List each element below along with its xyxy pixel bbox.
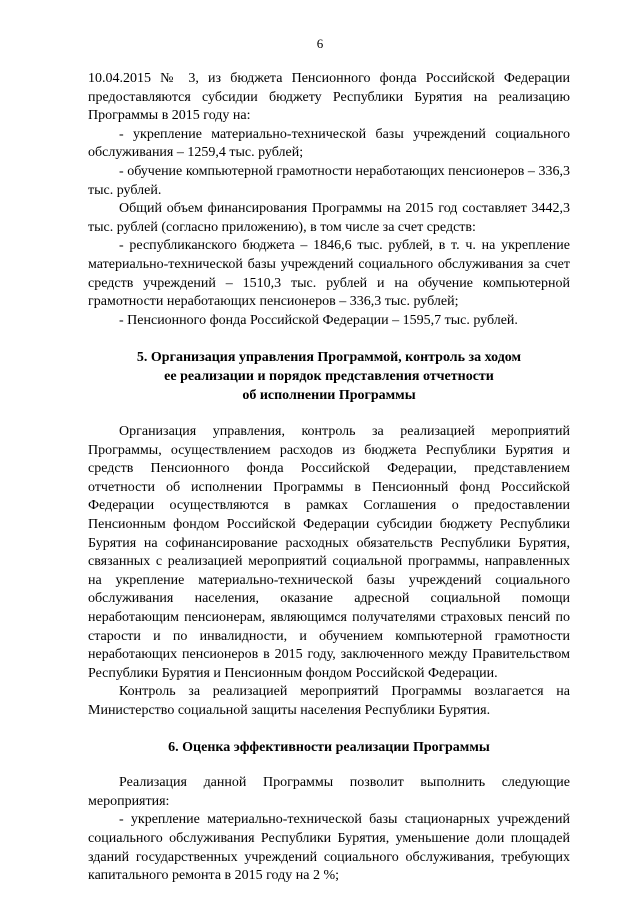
section-6-paragraph-intro: Реализация данной Программы позволит выполнить следующие мероприятия: [88,775,570,809]
section-5-heading [88,349,570,405]
paragraph-total-funding: Общий объем финансирования Программы на 2015 год составляет 3442,3 тыс. рублей (согласно приложению), в том числе за счет средств: [88,201,570,235]
section-5-heading-line: 5. Организация управления Программой, контроль за ходом [136,350,522,366]
section-5-heading-line: ее реализации и порядок представления отчетности [164,368,494,384]
list-item-pension-fund: - Пенсионного фонда Российской Федерации – 1595,7 тыс. рублей. [119,312,518,328]
list-item-subsidy-material-base: - укрепление материально-технической базы учреждений социального обслуживания – 1259,4 тыс. рублей; [88,126,570,161]
section-5-heading-line: об исполнении Программы [242,387,416,403]
section-6-list-item-material-base: - укрепление материально-технической базы стационарных учреждений социального обслуживания Республики Бурятия, уменьшение доли площадей зданий государственных учреждений социального обслуживания, требующих капитального ремонта в 2015 году на 2 %; [88,812,570,884]
section-5-paragraph-control: Контроль за реализацией мероприятий Программы возлагается на Министерство социальной защиты населения Республики Бурятия. [88,684,570,718]
page-number: 6 [316,36,324,51]
section-5-paragraph-management: Организация управления, контроль за реализацией мероприятий Программы, осуществлением расходов из бюджета Республики Бурятия и средств Пенсионного фонда Российской Федерации, представлением отчетности об исполнении Программы в Пенсионный фонд Российской Федерации осуществляются в рамках Соглашения о предоставлении Пенсионным фондом Российской Федерации субсидии бюджету Республики Бурятия на софинансирование расходных обязательств Республики Бурятия, связанных с реализацией мероприятий социальной программы, направленных на укрепление материально-технической базы учреждений социального обслуживания населения, оказание адресной социальной помощи неработающим пенсионерам, являющимся получателями страховых пенсий по старости и по инвалидности, и обучением компьютерной грамотности неработающих пенсионеров в 2015 году, заключенного между Правительством Республики Бурятия и Пенсионным фондом Российской Федерации. [88,424,570,681]
section-6-heading: 6. Оценка эффективности реализации Программы [168,739,490,755]
list-item-republic-budget: - республиканского бюджета – 1846,6 тыс. рублей, в т. ч. на укрепление материально-технической базы учреждений социального обслуживания за счет средств учреждений – 1510,3 тыс. рублей и на обучение компьютерной грамотности неработающих пенсионеров – 336,3 тыс. рублей; [88,238,570,310]
document-body [88,70,570,886]
list-item-subsidy-computer-training: - обучение компьютерной грамотности неработающих пенсионеров – 336,3 тыс. рублей. [88,163,570,198]
paragraph-intro-continuation: 10.04.2015 № 3, из бюджета Пенсионного фонда Российской Федерации предоставляются субсидии бюджету Республики Бурятия на реализацию Программы в 2015 году на: [88,71,570,124]
